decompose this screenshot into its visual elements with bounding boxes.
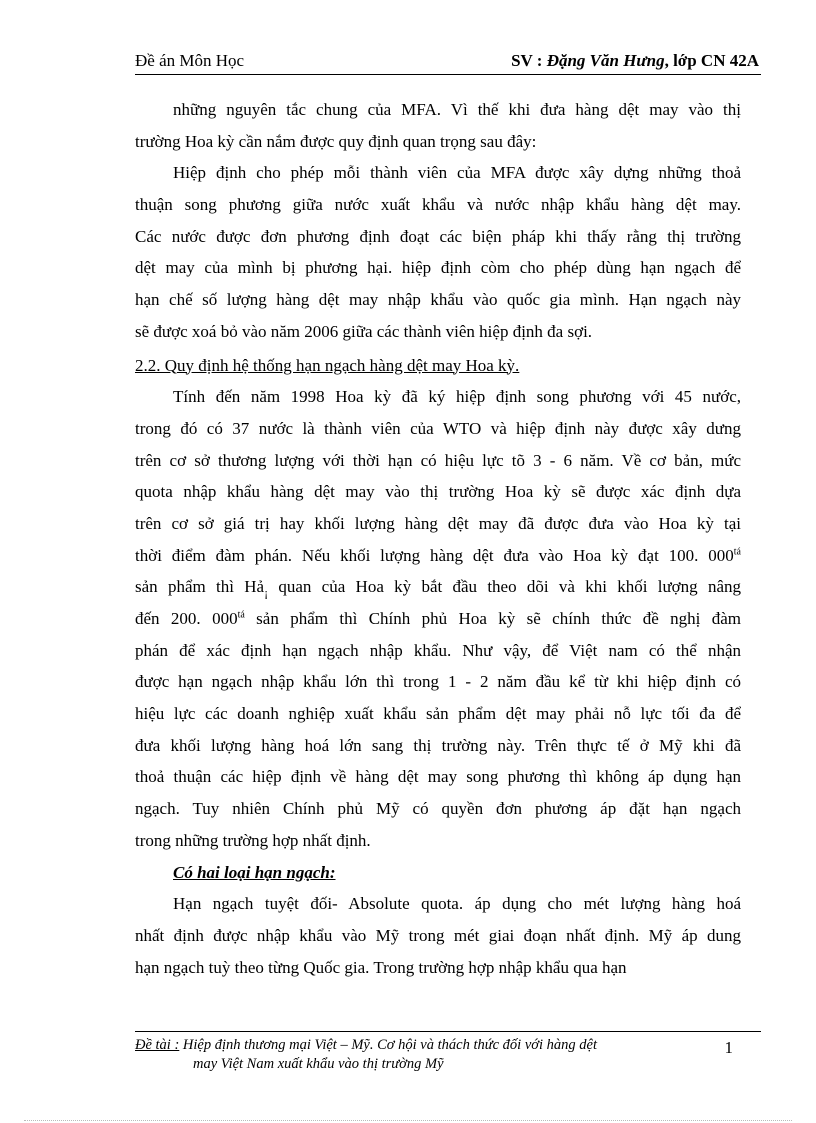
text-line: trên cơ sở thương lượng với thời hạn có hiệu lực tõ 3 - 6 năm. Về cơ bản, mức [135, 450, 741, 470]
text-line: hạn chế số lượng hàng dệt may nhập khẩu vào quốc gia mình. Hạn ngạch này [135, 290, 741, 310]
text-line-part: thời điểm đàm phán. Nếu khối lượng hàng dệt đưa vào Hoa kỳ đạt 100. 000 [135, 545, 734, 565]
text-line [135, 603, 741, 635]
text-line: sẽ được xoá bỏ vào năm 2006 giữa các thành viên hiệp định đa sợi. [135, 321, 593, 341]
text-line [135, 540, 741, 572]
superscript: tá [733, 545, 741, 557]
text-line: trên cơ sở giá trị hay khối lượng hàng dệt may đã được đưa vào Hoa kỳ tại [135, 513, 741, 533]
text-line: quota nhập khẩu hàng dệt may vào thị trường Hoa kỳ sẽ được xác định dựa [135, 482, 741, 502]
text-line: được hạn ngạch nhập khẩu lớn thì trong 1 - 2 năm đầu kể từ khi hiệp định có [135, 672, 741, 692]
text-line: Hiệp định cho phép mỗi thành viên của MFA được xây dựng những thoả [173, 163, 741, 183]
text-line: đưa khối lượng hàng hoá lớn sang thị trường này. Trên thực tế ở Mỹ khi đã [135, 735, 741, 755]
text-line: nhất định được nhập khẩu vào Mỹ trong mét giai đoạn nhất định. Mỹ áp dung [135, 925, 741, 945]
text-line: phán để xác định hạn ngạch nhập khẩu. Như vậy, để Việt nam có thể nhận [135, 640, 741, 660]
text-line: hạn ngạch tuỳ theo từng Quốc gia. Trong trường hợp nhập khẩu qua hạn [135, 957, 627, 977]
page-header [135, 50, 761, 75]
text-line: dệt may của mình bị phương hại. hiệp định còm cho phép dùng hạn ngạch để [135, 258, 741, 278]
document-body [135, 94, 741, 983]
header-student [511, 51, 759, 71]
footer-topic-label: Đề tài : [135, 1037, 180, 1053]
superscript: tá [237, 609, 245, 621]
header-student-name: Đặng Văn Hưng [546, 51, 665, 70]
text-line: hiệu lực các doanh nghiệp xuất khẩu sản phẩm dệt may phải nỗ lực tối đa để [135, 704, 741, 724]
text-line-part: sản phẩm thì Chính phủ Hoa kỳ sẽ chính thức đề nghị đàm [244, 609, 742, 628]
section-heading: 2.2. Quy định hệ thống hạn ngạch hàng dệt may Hoa kỳ. [135, 355, 520, 375]
page-number: 1 [724, 1038, 733, 1057]
footer-topic-text: Hiệp định thương mại Việt – Mỹ. Cơ hội và thách thức đối với hàng dệt [179, 1037, 598, 1053]
text-line: thuận song phương giữa nước xuất khẩu và nước nhập khẩu hàng dệt may. [135, 195, 741, 215]
subscript-glyph: ¡ [264, 585, 269, 600]
footer-topic-line-2: may Việt Nam xuất khẩu vào thị trường Mỹ [193, 1056, 444, 1072]
text-line: thoả thuận các hiệp định về hàng dệt may song phương thì không áp dụng hạn [135, 767, 741, 787]
text-line: trong những trường hợp nhất định. [135, 830, 371, 850]
text-line: những nguyên tắc chung của MFA. Vì thế khi đưa hàng dệt may vào thị [173, 100, 741, 119]
text-line: Hạn ngạch tuyệt đối- Absolute quota. áp dụng cho mét lượng hàng hoá [173, 894, 741, 914]
text-line: Các nước được đơn phương định đoạt các biện pháp khi thấy rằng thị trường [135, 226, 741, 246]
text-line-part: sản phẩm thì Hả [135, 577, 265, 597]
header-course: Đề án Môn Học [135, 51, 245, 70]
text-line: Tính đến năm 1998 Hoa kỳ đã ký hiệp định song phương với 45 nước, [173, 387, 741, 407]
text-line-part: quan của Hoa kỳ bắt đầu theo dõi và khi khối lượng nâng [268, 577, 741, 597]
text-line: ngạch. Tuy nhiên Chính phủ Mỹ có quyền đơn phương áp đặt hạn ngạch [135, 799, 741, 819]
text-line-part: đến 200. 000 [135, 609, 238, 628]
footer-topic-line [135, 1036, 761, 1055]
text-line [135, 571, 741, 603]
text-line: trường Hoa kỳ cần nắm được quy định quan trọng sau đây: [135, 131, 537, 151]
page-footer [135, 1031, 761, 1074]
text-line: trong đó có 37 nước là thành viên của WTO và hiệp định này được xây dưng [135, 418, 741, 438]
page-bottom-divider [24, 1120, 792, 1121]
header-student-class: , lớp CN 42A [664, 51, 759, 70]
subheading: Có hai loại hạn ngạch: [173, 862, 336, 882]
header-student-prefix: SV : [511, 51, 547, 70]
